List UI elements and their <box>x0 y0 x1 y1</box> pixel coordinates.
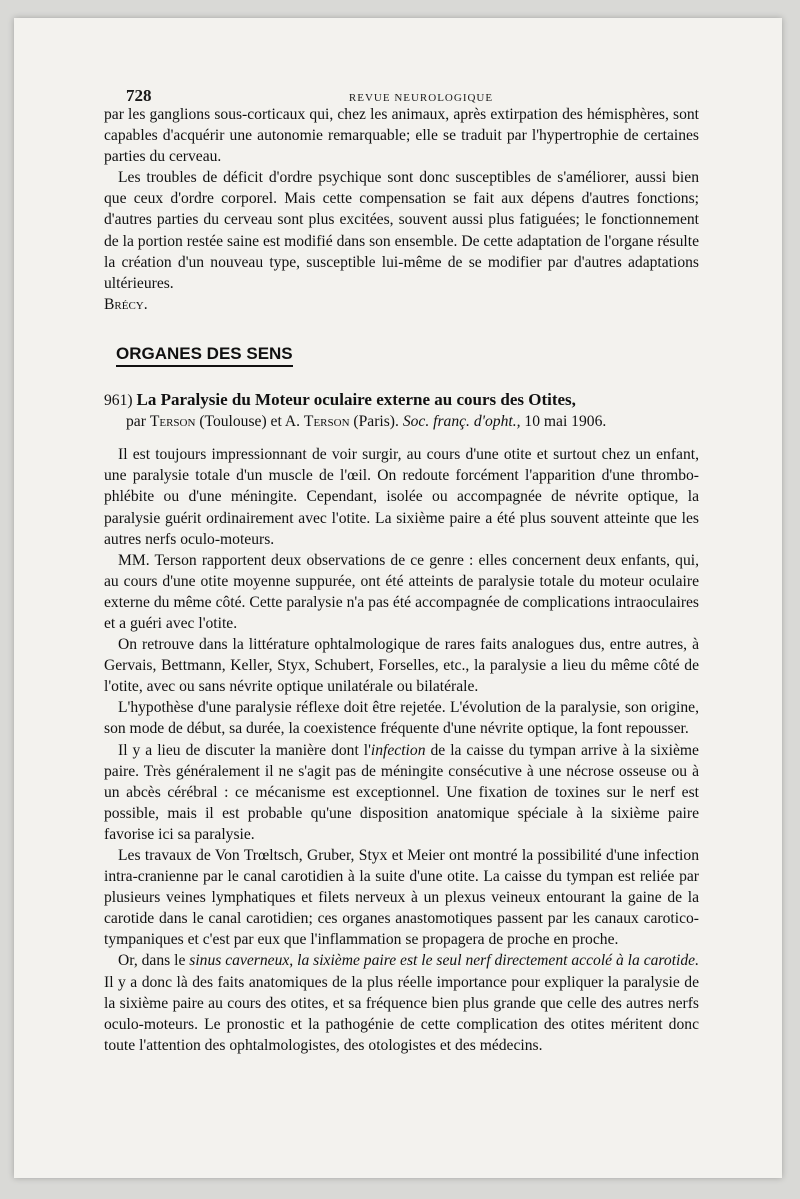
article-paragraph <box>104 950 699 1055</box>
article-number: 961) <box>104 392 133 410</box>
prev-article-paragraph: par les ganglions sous-corticaux qui, chez les animaux, après extirpation des hémisphères, sont capables d'acquérir une autonomie remarquable; elle se traduit par l'hypertrophie de certaines parties du cerveau. <box>104 106 699 166</box>
italic-text-run: sinus caverneux, la sixième paire est le seul nerf directement accolé à la carotide. <box>189 952 699 970</box>
article-paragraph: Les travaux de Von Trœltsch, Gruber, Styx et Meier ont montré la possibilité d'une infection intra-cranienne par le canal carotidien à la suite d'une otite. La caisse du tympan est reliée par plusieurs veines lymphatiques et filets nerveux à un plexus veineux entourant la gaine de la carotide dans le canal carotidien; ces organes anastomotiques passent par les canaux carotico-tympaniques et c'est par eux que l'inflammation se propagera de proche en proche. <box>104 847 699 949</box>
text-run: de la caisse du tympan arrive à la sixième paire. Très généralement il ne s'agit pas de méningite consécutive à une nécrose osseuse ou à un abcès cérébral : ce mécanisme est exceptionnel. Une fixation de toxines sur le nerf est possible, mais il est probable qu'une disposition anatomique spéciale à la sixième paire favorise ici sa paralysie. <box>104 741 699 843</box>
text-run: Il y a lieu de discuter la manière dont l' <box>118 741 371 759</box>
page-number: 728 <box>126 86 152 105</box>
article-paragraph <box>104 740 699 845</box>
page-body <box>104 104 699 1056</box>
author-place: (Paris). <box>353 413 399 431</box>
text-run: Il y a donc là des faits anatomiques de la plus réelle importance pour expliquer la paralysie de la sixième paire au cours des otites, et sa fréquence bien plus grande que celle des autres nerfs oculo-moteurs. Le pronostic et la pathogénie de cette complication des otites méritent donc toute l'attention des ophtalmologistes, des otologistes et des médecins. <box>104 973 699 1054</box>
journal-name: Soc. franç. d'opht., <box>402 413 521 431</box>
prev-article-paragraph: Les troubles de déficit d'ordre psychique sont donc susceptibles de s'améliorer, aussi bien que ceux d'ordre corporel. Mais cette compensation se fait aux dépens d'autres fonctions; d'autres parties du cerveau sont plus excitées, souvent aussi plus fatiguées; le fonctionnement de la portion restée saine est modifié dans son ensemble. De cette adaptation de l'organe résulte la création d'un nouveau type, susceptible lui-même de se modifier par d'autres adaptations ultérieures. <box>104 169 699 292</box>
running-head: REVUE NEUROLOGIQUE <box>348 92 494 104</box>
article-paragraph: Il est toujours impressionnant de voir surgir, au cours d'une otite et surtout chez un enfant, une paralysie totale d'un muscle de l'œil. On redoute forcément l'apparition d'une thrombo-phlébite ou d'une méningite. Cependant, isolée ou accompagnée de névrite optique, la paralysie guérit ordinairement avec l'otite. La sixième paire a été plus souvent atteinte que les autres nerfs oculo-moteurs. <box>104 446 699 548</box>
prev-article-signature: Brécy. <box>104 295 148 313</box>
author-name: Terson <box>303 413 350 431</box>
publication-date: 10 mai 1906. <box>524 413 607 431</box>
article-paragraph: L'hypothèse d'une paralysie réflexe doit être rejetée. L'évolution de la paralysie, son origine, son mode de début, sa durée, la coexistence fréquente d'une névrite optique, la font repousser. <box>104 699 699 738</box>
article-paragraph: On retrouve dans la littérature ophtalmologique de rares faits analogues dus, entre autres, à Gervais, Bettmann, Keller, Styx, Schubert, Forselles, etc., la paralysie a lieu du même côté de l'otite, avec ou sans névrite optique unilatérale ou bilatérale. <box>104 636 699 696</box>
author-by: par <box>126 413 146 431</box>
italic-text-run: infection <box>370 741 426 759</box>
text-run: Or, dans le <box>118 952 190 970</box>
article-heading <box>104 389 699 432</box>
article-title: La Paralysie du Moteur oculaire externe au cours des Otites, <box>136 390 576 410</box>
article-paragraph: MM. Terson rapportent deux observations de ce genre : elles concernent deux enfants, qui, au cours d'une otite moyenne suppurée, ont été atteints de paralysie totale du moteur oculaire externe du même côté. Cette paralysie n'a pas été accompagnée de complications intraoculaires et a guéri avec l'otite. <box>104 551 699 632</box>
author-place: (Toulouse) et A. <box>199 413 301 431</box>
section-title: ORGANES DES SENS <box>116 343 293 367</box>
article-authors <box>126 411 699 432</box>
author-name: Terson <box>149 413 196 431</box>
